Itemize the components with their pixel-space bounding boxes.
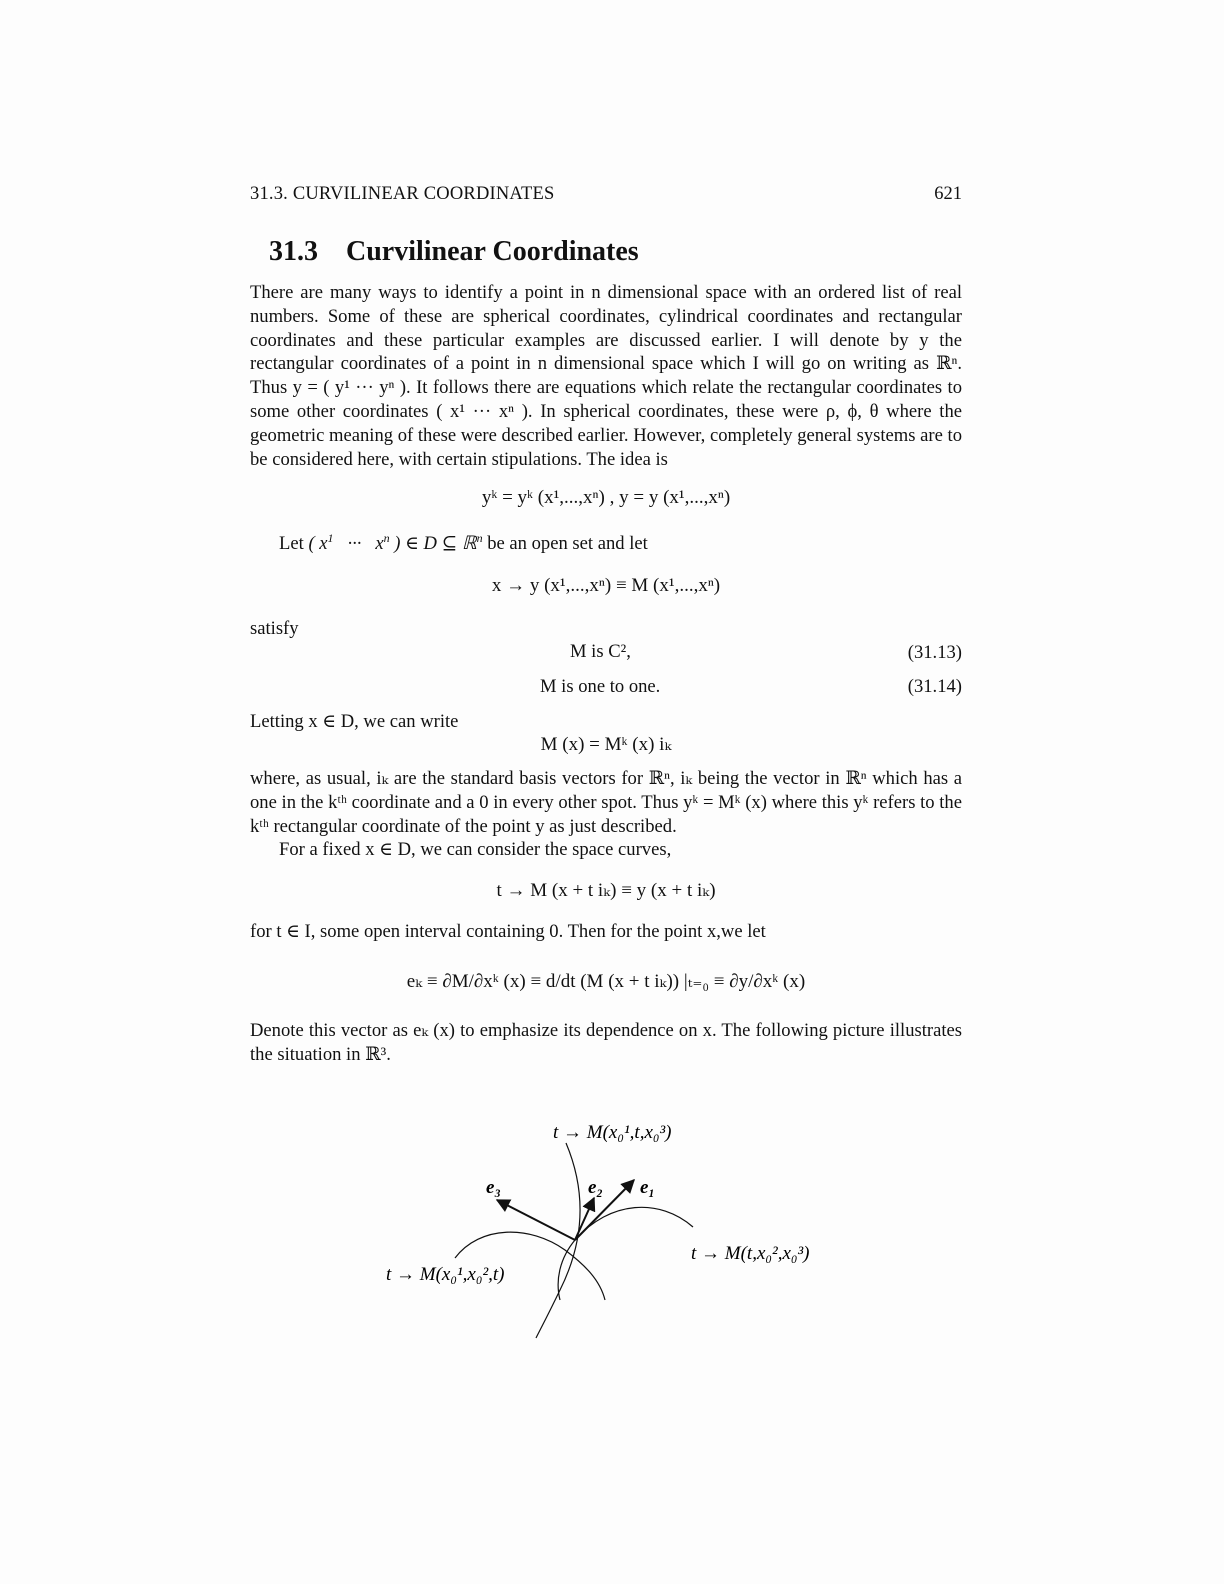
- paragraph-space-curves: For a fixed x ∈ D, we can consider the space curves,: [279, 839, 672, 860]
- curve-x2: [536, 1143, 580, 1338]
- equation-curve: t → M (x + t iₖ) ≡ y (x + t iₖ): [496, 880, 716, 901]
- section-number: 31.3: [269, 236, 318, 267]
- equation-yk: yᵏ = yᵏ (x¹,...,xⁿ) , y = y (x¹,...,xⁿ): [481, 487, 731, 508]
- label-e1: e₁: [640, 1177, 656, 1198]
- page-number: 621: [934, 184, 962, 204]
- equation-ek: eₖ ≡ ∂M/∂xᵏ (x) ≡ d/dt (M (x + t iₖ)) |ₜ₌₀ ≡ ∂y/∂xᵏ (x): [406, 971, 806, 992]
- condition-c2: M is C²,: [570, 641, 631, 662]
- curve-x1: [558, 1207, 693, 1300]
- label-curve-top: t → M(x₀¹,t,x₀³): [553, 1122, 672, 1143]
- label-e3: e₃: [486, 1177, 502, 1198]
- paragraph-interval: for t ∈ I, some open interval containing 0. Then for the point x,we let: [250, 921, 766, 942]
- satisfy-text: satisfy: [250, 618, 299, 639]
- condition-one-to-one: M is one to one.: [540, 676, 661, 697]
- section-title-text: Curvilinear Coordinates: [346, 236, 639, 267]
- vector-e3: [497, 1200, 575, 1240]
- equation-number-3113: (31.13): [907, 642, 962, 663]
- label-curve-right: t → M(t,x₀²,x₀³): [691, 1243, 810, 1264]
- paragraph-intro: There are many ways to identify a point in n dimensional space with an ordered list of real numbers. Some of these are spherical coordinates, cylindrical coordinates and rectangular coordinates and these particular examples are discussed earlier. I will denote by y the rectangular coordinates of a point in n dimensional space which I will go on writing as ℝⁿ. Thus y = ( y¹ ··· yⁿ ). It follows there are equations which relate the rectangular coordinates to some other coordinates ( x¹ ··· xⁿ ). In spherical coordinates, these were ρ, ϕ, θ where the geometric meaning of these were described earlier. However, completely general systems are to be considered here, with certain stipulations. The idea is: [250, 282, 962, 470]
- let-rest: be an open set and let: [487, 533, 648, 554]
- paragraph-basis: where, as usual, iₖ are the standard basis vectors for ℝⁿ, iₖ being the vector in ℝⁿ which has a one in the kᵗʰ coordinate and a 0 in every other spot. Thus yᵏ = Mᵏ (x) where this yᵏ refers to the kᵗʰ rectangular coordinate of the point y as just described.: [250, 768, 962, 837]
- paragraph-denote: Denote this vector as eₖ (x) to emphasize its dependence on x. The following picture illustrates the situation in ℝ³.: [250, 1020, 962, 1065]
- equation-basis: M (x) = Mᵏ (x) iₖ: [540, 734, 672, 755]
- equation-number-3114: (31.14): [907, 676, 962, 697]
- label-e2: e₂: [588, 1177, 604, 1198]
- vector-e2: [575, 1198, 594, 1240]
- let-math: ( $x^1$ ··· $x^n$ ) ∈ D ⊆ ℝ$^n$: [308, 530, 483, 554]
- equation-map: x → y (x¹,...,xⁿ) ≡ M (x¹,...,xⁿ): [491, 575, 721, 596]
- let-word: Let: [279, 533, 304, 554]
- label-curve-left: t → M(x₀¹,x₀²,t): [386, 1264, 505, 1285]
- letting-text: Letting x ∈ D, we can write: [250, 711, 459, 732]
- running-head: 31.3. CURVILINEAR COORDINATES: [250, 184, 555, 204]
- vector-e1: [575, 1180, 634, 1240]
